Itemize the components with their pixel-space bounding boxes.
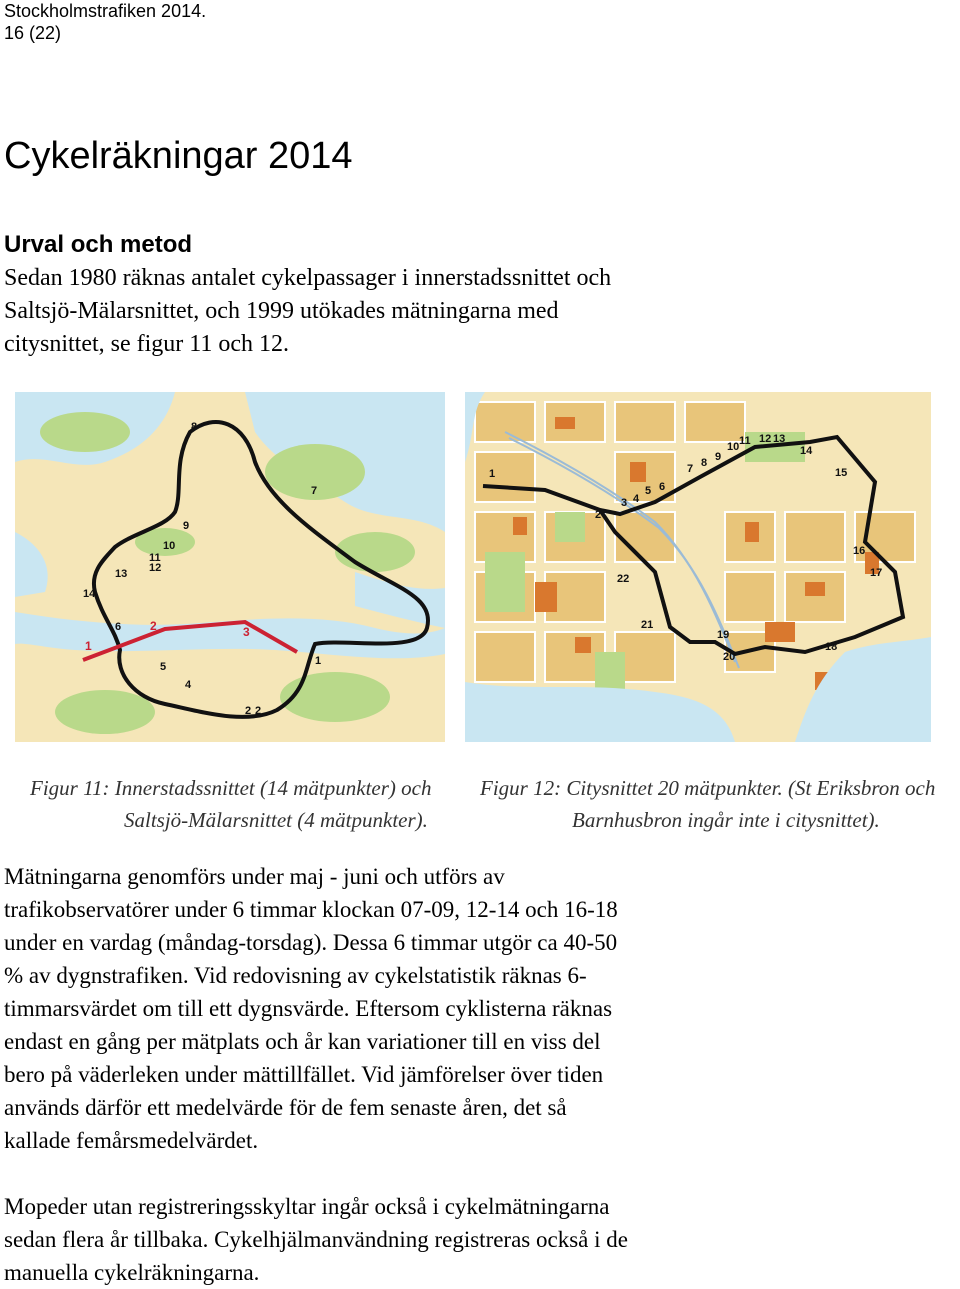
map-point-label: 5 (645, 485, 652, 497)
map-point-label: 1 (85, 639, 92, 653)
map-point-label: 6 (115, 621, 122, 633)
map-point-label: 12 (759, 433, 772, 445)
intro-line: citysnittet, se figur 11 och 12. (4, 331, 290, 357)
document-header-title: Stockholmstrafiken 2014. (4, 1, 207, 21)
map-point-label: 2 (245, 705, 252, 717)
body-line: timmarsvärdet om till ett dygnsvärde. Eftersom cyklisterna räknas (4, 996, 613, 1021)
map-point-label: 1 (489, 468, 496, 480)
figure-11-caption-line: Figur 11: Innerstadssnittet (14 mätpunkter) och (30, 776, 432, 800)
figure-11-map (15, 392, 445, 742)
map-point-label: 22 (617, 573, 630, 585)
map-point-label: 15 (835, 467, 848, 479)
intro-line: Saltsjö-Mälarsnittet, och 1999 utökades mätningarna med (4, 298, 559, 324)
map-point-label: 9 (183, 520, 190, 532)
map-park (280, 672, 390, 722)
section-heading: Urval och metod (4, 231, 193, 258)
map-point-label: 3 (243, 625, 250, 639)
map-point-label: 10 (727, 441, 740, 453)
map-point-label: 11 (149, 552, 161, 564)
page-number: 16 (22) (4, 23, 62, 43)
map-point-label: 10 (163, 540, 176, 552)
intro-line: Sedan 1980 räknas antalet cykelpassager i innerstadssnittet och (4, 265, 612, 291)
map-point-label: 7 (311, 485, 318, 497)
body-line: Mätningarna genomförs under maj - juni och utförs av (4, 864, 505, 889)
map-point-label: 5 (160, 661, 167, 673)
map-park (40, 412, 130, 452)
map-point-label: 13 (773, 433, 786, 445)
figure-12-caption-line: Barnhusbron ingår inte i citysnittet). (572, 808, 880, 832)
figure-11-caption-line: Saltsjö-Mälarsnittet (4 mätpunkter). (124, 808, 428, 832)
map-park (335, 532, 415, 572)
map-point-label: 18 (825, 641, 838, 653)
body-line: % av dygnstrafiken. Vid redovisning av cykelstatistik räknas 6- (4, 963, 587, 988)
map-point-label: 19 (717, 629, 730, 641)
map-point-label: 2 (595, 509, 602, 521)
map-point-label: 2 (150, 619, 157, 633)
map-point-label: 6 (659, 481, 666, 493)
body-line: trafikobservatörer under 6 timmar klockan 07-09, 12-14 och 16-18 (4, 897, 618, 922)
map-point-label: 12 (149, 562, 162, 574)
map-point-label: 14 (83, 588, 96, 600)
map-point-label: 8 (701, 457, 708, 469)
body-line: manuella cykelräkningarna. (4, 1260, 260, 1285)
map-park (55, 690, 155, 734)
body-line: Mopeder utan registreringsskyltar ingår också i cykelmätningarna (4, 1194, 610, 1219)
map-point-label: 14 (800, 445, 813, 457)
map-point-label: 9 (715, 451, 722, 463)
body-line: under en vardag (måndag-torsdag). Dessa 6 timmar utgör ca 40-50 (4, 930, 618, 955)
body-line: används därför ett medelvärde för de fem senaste åren, det så (4, 1095, 567, 1120)
map-point-label: 20 (723, 651, 736, 663)
figure-12-map (465, 392, 931, 742)
map-point-label: 21 (641, 619, 654, 631)
page-title: Cykelräkningar 2014 (4, 135, 353, 177)
map-point-label: 4 (185, 679, 192, 691)
map-point-label: 11 (739, 435, 751, 447)
body-line: endast en gång per mätplats och år kan variationer till en viss del (4, 1029, 601, 1054)
body-line: kallade femårsmedelvärdet. (4, 1128, 259, 1153)
map-point-label: 3 (621, 497, 628, 509)
map-point-label: 17 (870, 567, 883, 579)
figure-12-caption-line: Figur 12: Citysnittet 20 mätpunkter. (St Eriksbron och (480, 776, 936, 800)
map-point-label: 13 (115, 568, 128, 580)
body-line: bero på väderleken under mättillfället. Vid jämförelser över tiden (4, 1062, 604, 1087)
body-line: sedan flera år tillbaka. Cykelhjälmanvändning registreras också i de (4, 1227, 628, 1252)
map-point-label: 7 (687, 463, 694, 475)
map-point-label: 16 (853, 545, 866, 557)
map-point-label: 1 (315, 655, 322, 667)
map-point-label: 8 (191, 421, 198, 433)
map-point-label: 4 (633, 493, 640, 505)
map-point-label: 2 (255, 705, 262, 717)
